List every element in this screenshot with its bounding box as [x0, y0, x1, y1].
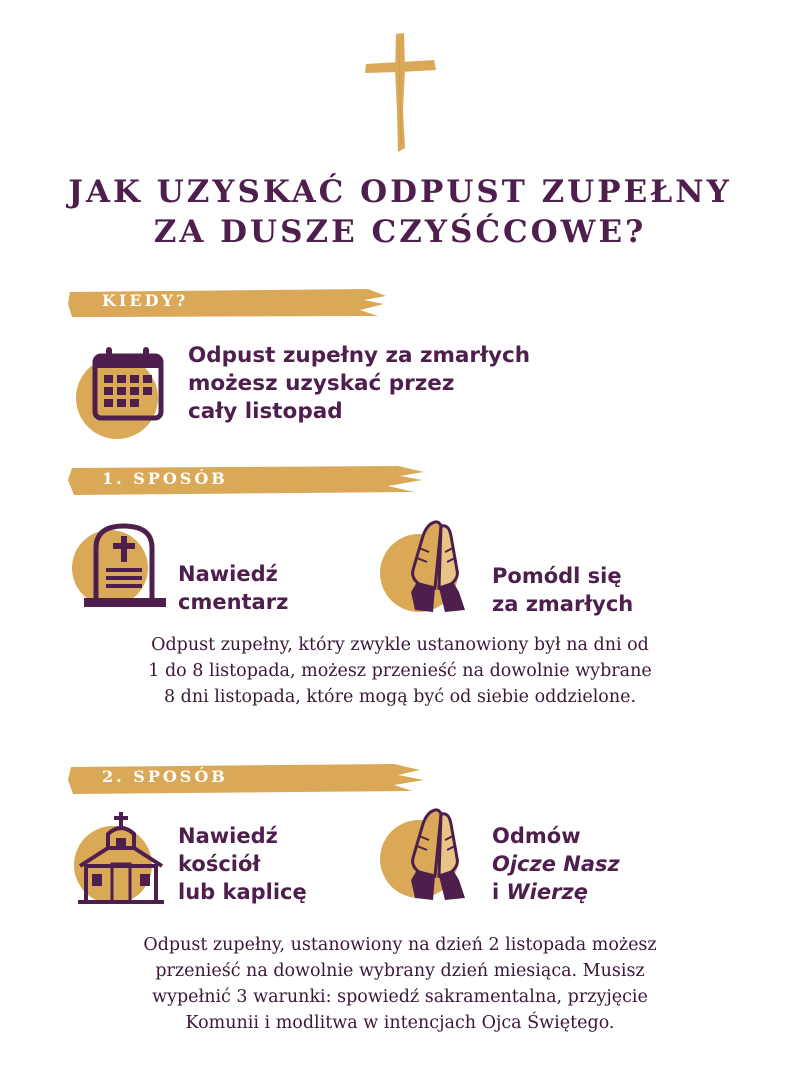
- way2-item1-line-2: kościół: [178, 852, 261, 876]
- way2-item1-line-1: Nawiedź: [178, 824, 278, 848]
- way2-desc-line-2: przenieść na dowolnie wybrany dzień miesiąca. Musisz: [155, 961, 645, 981]
- way2-desc-line-3: wypełnić 3 warunki: spowiedź sakramentalna, przyjęcie: [152, 987, 648, 1007]
- way2-desc-line-4: Komunii i modlitwa w intencjach Ojca Świętego.: [185, 1013, 615, 1033]
- section-label-when: KIEDY?: [102, 291, 189, 310]
- title-line-1: JAK UZYSKAĆ ODPUST ZUPEŁNY: [68, 174, 732, 210]
- way2-item1-line-3: lub kaplicę: [178, 880, 307, 904]
- way1-item1-line-1: Nawiedź: [178, 562, 278, 586]
- way2-description: [0, 932, 800, 1036]
- section-label-way-1: 1. SPOSÓB: [102, 469, 228, 488]
- cross-icon: [360, 30, 440, 155]
- way1-desc-line-1: Odpust zupełny, który zwykle ustanowiony był na dni od: [151, 635, 649, 655]
- section-header-way-2: [68, 762, 428, 796]
- title-line-2: ZA DUSZE CZYŚĆCOWE?: [153, 214, 647, 250]
- page-title: [0, 172, 800, 252]
- section-header-way-1: [68, 464, 428, 498]
- when-line-2: możesz uzyskać przez: [188, 371, 455, 396]
- way2-item2-line-2: Ojcze Nasz: [492, 852, 620, 876]
- way2-desc-line-1: Odpust zupełny, ustanowiony na dzień 2 listopada możesz: [143, 935, 657, 955]
- way1-item2-line-1: Pomódl się: [492, 564, 622, 588]
- calendar-icon: [90, 345, 165, 421]
- section-header-when: [68, 286, 388, 320]
- when-line-1: Odpust zupełny za zmarłych: [188, 343, 531, 368]
- way2-item1-text: [178, 822, 307, 906]
- way1-description: [0, 632, 800, 710]
- way1-item2-text: [492, 562, 633, 618]
- gravestone-icon: [82, 522, 168, 610]
- way1-item1-text: [178, 560, 288, 616]
- way1-item2-line-2: za zmarłych: [492, 592, 634, 616]
- way2-item2-line-1: Odmów: [492, 824, 581, 848]
- praying-hands-icon: [405, 806, 473, 902]
- way2-item2-line-3-prefix: i: [492, 880, 507, 904]
- when-text: [188, 342, 530, 426]
- way1-item1-line-2: cmentarz: [178, 590, 289, 614]
- church-icon: [76, 810, 166, 906]
- section-label-way-2: 2. SPOSÓB: [102, 767, 228, 786]
- way1-desc-line-2: 1 do 8 listopada, możesz przenieść na dowolnie wybrane: [148, 661, 652, 681]
- way2-item2-line-3: [492, 878, 620, 906]
- praying-hands-icon: [405, 518, 473, 614]
- way2-item2-text: [492, 822, 620, 906]
- way1-desc-line-3: 8 dni listopada, które mogą być od siebie oddzielone.: [163, 687, 637, 707]
- way2-item2-line-3-em: Wierzę: [506, 880, 588, 904]
- when-line-3: cały listopad: [188, 399, 343, 424]
